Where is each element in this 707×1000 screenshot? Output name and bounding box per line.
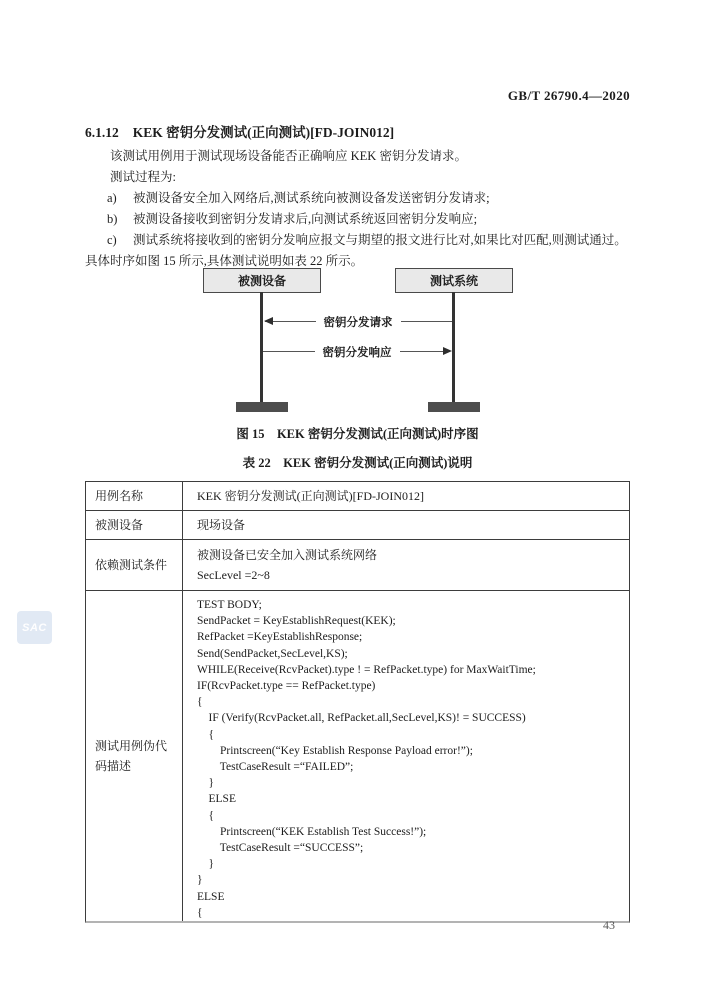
row-label: 被测设备: [86, 511, 183, 539]
row-label: 测试用例伪代码描述: [86, 591, 183, 921]
table-row-dut: [86, 511, 629, 540]
message-request-label: [264, 314, 452, 330]
table-row-pseudocode: [86, 591, 629, 921]
section-number: 6.1.12: [85, 125, 119, 140]
page-number: 43: [603, 918, 615, 932]
code-line: Printscreen(“KEK Establish Test Success!”);: [197, 825, 427, 838]
section-heading: [85, 121, 394, 141]
lifeline-end-bar-right: [428, 402, 480, 412]
code-line: WHILE(Receive(RcvPacket).type ! = RefPacket.type) for MaxWaitTime;: [197, 663, 536, 676]
step-text: 被测设备安全加入网络后,测试系统向被测设备发送密钥分发请求;: [133, 191, 490, 205]
sac-watermark: SAC: [17, 611, 52, 644]
message-response-label: [263, 344, 451, 360]
code-line: IF(RcvPacket.type == RefPacket.type): [197, 680, 376, 693]
precondition-line: SecLevel =2~8: [197, 568, 270, 582]
message-response-text: 密钥分发响应: [315, 347, 400, 359]
section-title: KEK 密钥分发测试(正向测试)[FD-JOIN012]: [132, 125, 395, 140]
code-line: }: [197, 874, 203, 887]
step-label: c): [107, 233, 117, 247]
actor-box-dut: 被测设备: [203, 268, 321, 293]
code-line: {: [197, 906, 203, 919]
code-line: }: [197, 858, 215, 871]
process-label: 测试过程为:: [110, 170, 176, 184]
table-row-preconditions: [86, 540, 629, 591]
precondition-line: 被测设备已安全加入测试系统网络: [197, 548, 378, 562]
code-line: TestCaseResult =“SUCCESS”;: [197, 842, 364, 855]
step-item-a: [85, 191, 630, 206]
document-header: GB/T 26790.4—2020: [507, 88, 630, 103]
step-label: b): [107, 212, 118, 226]
code-line: {: [197, 728, 215, 741]
pseudocode-block: [183, 591, 629, 921]
lifeline-test-system: [452, 292, 455, 402]
figure-caption: 图 15 KEK 密钥分发测试(正向测试)时序图: [236, 427, 479, 441]
spec-table: [85, 481, 630, 923]
table-row-case-name: [86, 482, 629, 511]
message-request-text: 密钥分发请求: [316, 317, 401, 329]
code-line: TestCaseResult =“FAILED”;: [197, 761, 354, 774]
step-label: a): [107, 191, 117, 205]
code-line: {: [197, 696, 203, 709]
step-text: 测试系统将接收到的密钥分发响应报文与期望的报文进行比对,如果比对匹配,则测试通过。: [133, 233, 627, 247]
code-line: Send(SendPacket,SecLevel,KS);: [197, 647, 348, 660]
code-line: RefPacket =KeyEstablishResponse;: [197, 631, 363, 644]
code-line: TEST BODY;: [197, 599, 262, 611]
lifeline-end-bar-left: [236, 402, 288, 412]
code-line: }: [197, 777, 215, 790]
references-paragraph: 具体时序如图 15 所示,具体测试说明如表 22 所示。: [85, 254, 364, 268]
code-line: Printscreen(“Key Establish Response Payload error!”);: [197, 744, 473, 757]
step-item-c: [85, 233, 630, 248]
table-caption: 表 22 KEK 密钥分发测试(正向测试)说明: [242, 456, 473, 470]
intro-paragraph: 该测试用例用于测试现场设备能否正确响应 KEK 密钥分发请求。: [110, 149, 467, 163]
code-line: IF (Verify(RcvPacket.all, RefPacket.all,SecLevel,KS)! = SUCCESS): [197, 712, 526, 725]
row-value: [183, 482, 629, 510]
row-value: [183, 540, 629, 590]
case-name-value: KEK 密钥分发测试(正向测试)[FD-JOIN012]: [197, 489, 424, 503]
code-line: ELSE: [197, 890, 225, 903]
row-label: 用例名称: [86, 482, 183, 510]
dut-value: 现场设备: [197, 518, 246, 532]
code-line: ELSE: [197, 793, 236, 806]
step-item-b: [85, 212, 630, 227]
actor-box-test-system: 测试系统: [395, 268, 513, 293]
row-label: 依赖测试条件: [86, 540, 183, 590]
code-line: SendPacket = KeyEstablishRequest(KEK);: [197, 615, 396, 628]
row-value: [183, 511, 629, 539]
code-line: {: [197, 809, 215, 822]
step-text: 被测设备接收到密钥分发请求后,向测试系统返回密钥分发响应;: [133, 212, 478, 226]
